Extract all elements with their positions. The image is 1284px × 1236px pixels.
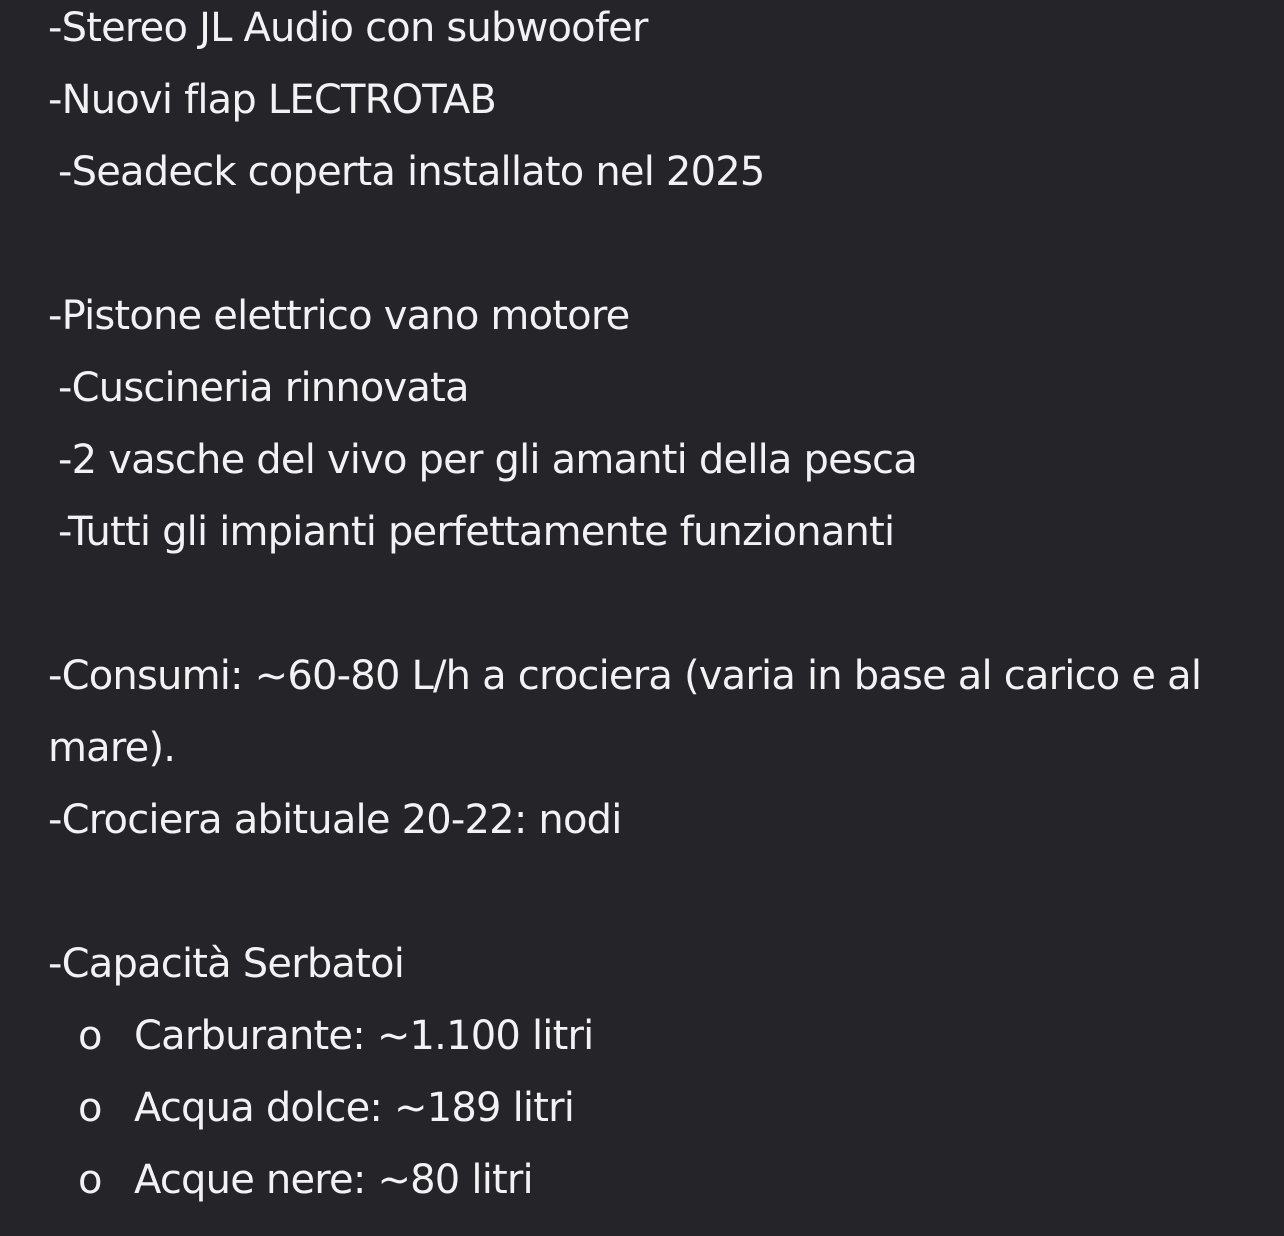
text-line-cuscineria: -Cuscineria rinnovata [58, 365, 469, 411]
text-line-impianti: -Tutti gli impianti perfettamente funzionanti [58, 509, 895, 555]
text-line-consumi: -Consumi: ~60-80 L/h a crociera (varia in base al carico e al mare). [48, 653, 1202, 771]
text-line-flap: -Nuovi flap LECTROTAB [48, 77, 497, 123]
list-item-text: Acque nere: ~80 litri [134, 1157, 533, 1203]
text-line-capacita: -Capacità Serbatoi [48, 941, 405, 987]
text-line-seadeck: -Seadeck coperta installato nel 2025 [58, 149, 765, 195]
text-line-vasche: -2 vasche del vivo per gli amanti della pesca [58, 437, 917, 483]
bullet-marker: o [78, 1013, 102, 1059]
list-item-carburante [78, 1000, 593, 1072]
text-line-pistone: -Pistone elettrico vano motore [48, 293, 630, 339]
bullet-marker: o [78, 1085, 102, 1131]
text-line-crociera: -Crociera abituale 20-22: nodi [48, 797, 622, 843]
list-item-text: Acqua dolce: ~189 litri [134, 1085, 575, 1131]
bullet-marker: o [78, 1157, 102, 1203]
text-line-stereo: -Stereo JL Audio con subwoofer [48, 5, 648, 51]
list-item-acque-nere [78, 1144, 533, 1216]
list-item-acqua-dolce [78, 1072, 574, 1144]
list-item-text: Carburante: ~1.100 litri [134, 1013, 594, 1059]
